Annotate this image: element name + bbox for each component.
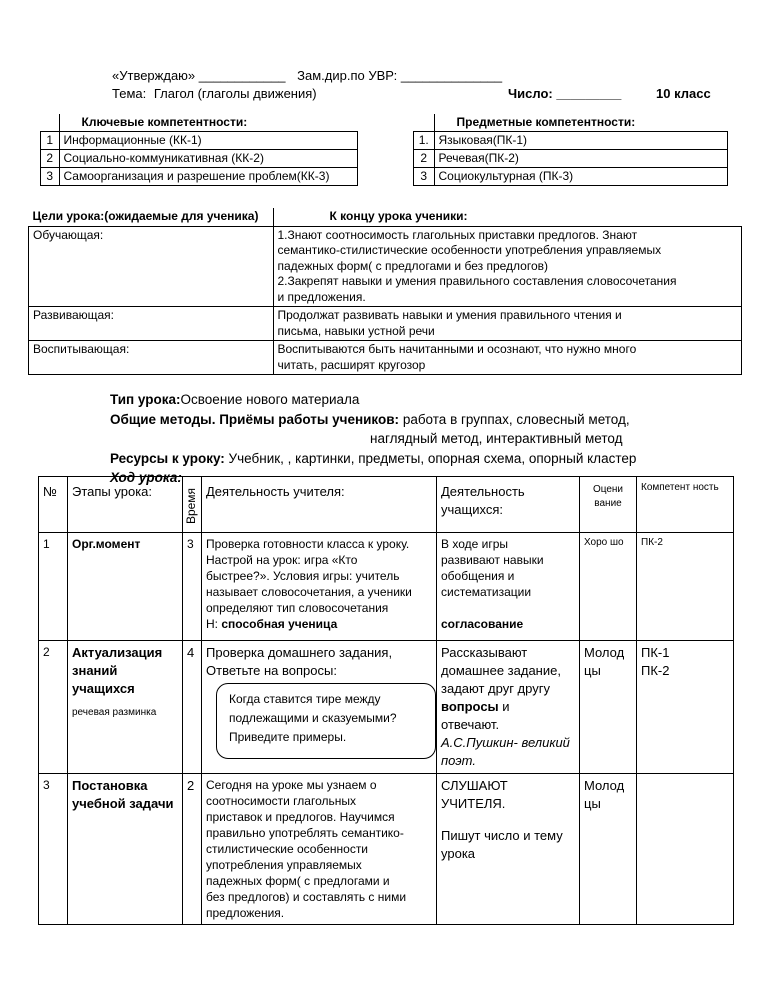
row-grade: Молод цы <box>580 641 637 774</box>
teacher-line: Проверка домашнего задания, <box>206 645 393 660</box>
row-teacher <box>202 533 437 641</box>
teacher-line: без предлогов) и составлять с ними <box>206 890 407 904</box>
row-time: 3 <box>183 533 202 641</box>
row-stage: Орг.момент <box>68 533 183 641</box>
teacher-line: соотносимости глагольных <box>206 794 356 808</box>
teacher-line: падежных форм( с предлогами и <box>206 874 390 888</box>
lesson-type-value: Освоение нового материала <box>180 392 360 407</box>
students-line: Пишут число и тему урока <box>441 828 563 861</box>
teacher-line: Ответьте на вопросы: <box>206 663 337 678</box>
lesson-info <box>110 390 750 488</box>
goal-text <box>273 341 742 375</box>
col-no-header: № <box>39 477 68 533</box>
goal-line: 2.Закрепят навыки и умения правильного составления словосочетания <box>277 274 677 288</box>
teacher-line: Настрой на урок: игра «Кто <box>206 553 358 567</box>
col-competence-header: Компетент ность <box>637 477 734 533</box>
row-students <box>437 774 580 925</box>
callout-line: подлежащими и сказуемыми? <box>229 711 397 725</box>
goal-line: Продолжат развивать навыки и умения правильного чтения и <box>277 308 622 322</box>
goal-line: и предложения. <box>277 289 366 304</box>
grade-label: 10 класс <box>656 86 711 101</box>
lesson-progress-label: Ход урока: <box>110 470 182 485</box>
key-competence-num: 3 <box>41 168 60 186</box>
goal-line: семантико-стилистические особенности употребления управляемых <box>277 243 662 257</box>
topic-value: Глагол (глаголы движения) <box>153 86 317 101</box>
approve-label: «Утверждаю» ____________ <box>112 68 286 83</box>
col-teacher-header: Деятельность учителя: <box>202 477 437 533</box>
lesson-resources <box>110 449 750 469</box>
lesson-methods <box>110 410 750 430</box>
lesson-methods-value: работа в группах, словесный метод, <box>399 411 630 427</box>
teacher-line: стилистические особенности <box>206 842 369 856</box>
approve-line <box>112 66 502 85</box>
teacher-line <box>206 616 432 632</box>
students-line: обобщения и <box>441 569 515 583</box>
students-bold: согласование <box>441 617 524 631</box>
row-competence: ПК-2 <box>637 533 734 641</box>
key-competences-table <box>40 114 358 186</box>
students-line: СЛУШАЮТ УЧИТЕЛЯ. <box>441 778 508 811</box>
row-stage-title: Актуализация знаний учащихся <box>72 645 163 696</box>
time-label: Время <box>184 487 199 525</box>
lesson-type <box>110 390 750 410</box>
goals-left-header: Цели урока:(ожидаемые для ученика) <box>29 208 274 226</box>
deputy-label: Зам.дир.по УВР: ______________ <box>297 68 503 83</box>
row-competence <box>637 774 734 925</box>
topic-label: Тема: <box>112 86 147 101</box>
row-no: 2 <box>39 641 68 774</box>
row-stage: Постановка учебной задачи <box>68 774 183 925</box>
key-competence-num: 1 <box>41 132 60 150</box>
subject-competence-item: Социокультурная (ПК-3) <box>434 168 728 186</box>
teacher-h-value: способная ученица <box>221 617 338 631</box>
subject-competence-num: 3 <box>414 168 435 186</box>
subject-competence-item: Речевая(ПК-2) <box>434 150 728 168</box>
goals-right-header: К концу урока ученики: <box>273 208 742 226</box>
goal-line: 1.Знают соотносимость глагольных приставки предлогов. Знают <box>277 227 638 242</box>
col-time-header <box>183 477 202 533</box>
row-time: 2 <box>183 774 202 925</box>
goal-line: падежных форм( с предлогами и без предлогов) <box>277 258 549 273</box>
goal-text <box>273 226 742 307</box>
lesson-methods-label: Общие методы. Приёмы работы учеников: <box>110 411 400 427</box>
row-students <box>437 641 580 774</box>
subject-competences-title: Предметные компетентности: <box>434 114 728 132</box>
competence-value: ПК-1 <box>641 645 670 660</box>
date-label: Число: _________ <box>508 86 622 101</box>
goal-text <box>273 307 742 341</box>
teacher-line: предложения. <box>206 906 285 920</box>
row-grade: Хоро шо <box>580 533 637 641</box>
teacher-line: называет словосочетания, а ученики <box>206 585 412 599</box>
goal-label: Воспитывающая: <box>29 341 274 375</box>
students-line: домашнее задание, <box>441 663 561 678</box>
goal-line: Воспитываются быть начитанными и осознают, что нужно много <box>277 342 637 356</box>
teacher-line: приставок и предлогов. Научимся <box>206 810 395 824</box>
row-stage <box>68 641 183 774</box>
teacher-line: быстрее?». Условия игры: учитель <box>206 569 400 583</box>
key-competence-item: Социально-коммуникативная (КК-2) <box>59 150 358 168</box>
subject-competence-num: 1. <box>414 132 435 150</box>
students-line: Рассказывают <box>441 645 528 660</box>
lesson-methods-cont: наглядный метод, интерактивный метод <box>370 431 623 446</box>
row-stage-sub: речевая разминка <box>72 707 157 718</box>
callout-line: Когда ставится тире между <box>229 692 381 706</box>
table-row <box>39 774 734 925</box>
lesson-resources-label: Ресурсы к уроку: <box>110 450 225 466</box>
competence-value: ПК-2 <box>641 663 670 678</box>
goal-line: читать, расширят кругозор <box>277 357 426 372</box>
key-competence-item: Информационные (КК-1) <box>59 132 358 150</box>
row-no: 1 <box>39 533 68 641</box>
callout-line: Приведите примеры. <box>229 730 347 744</box>
key-competence-num: 2 <box>41 150 60 168</box>
teacher-line: употребления управляемых <box>206 858 362 872</box>
col-grade-header: Оцени вание <box>580 477 637 533</box>
table-row <box>39 533 734 641</box>
row-students <box>437 533 580 641</box>
teacher-line: правильно употреблять семантико- <box>206 826 404 840</box>
question-callout <box>216 683 436 759</box>
row-no: 3 <box>39 774 68 925</box>
lesson-type-label: Тип урока: <box>110 392 181 407</box>
teacher-line: Сегодня на уроке мы узнаем о <box>206 778 377 792</box>
students-bold: вопросы <box>441 699 499 714</box>
col-stages-header: Этапы урока: <box>68 477 183 533</box>
teacher-line: Проверка готовности класса к уроку. <box>206 537 410 551</box>
row-teacher <box>202 774 437 925</box>
students-line: развивают навыки <box>441 553 544 567</box>
subject-competence-item: Языковая(ПК-1) <box>434 132 728 150</box>
row-competence <box>637 641 734 774</box>
col-students-header: Деятельность учащихся: <box>437 477 580 533</box>
teacher-line: определяют тип словосочетания <box>206 601 389 615</box>
subject-competence-num: 2 <box>414 150 435 168</box>
students-after: и <box>498 699 510 714</box>
key-competences-title: Ключевые компетентности: <box>59 114 358 132</box>
goal-line: письма, навыки устной речи <box>277 323 435 338</box>
goal-label: Развивающая: <box>29 307 274 341</box>
goal-label: Обучающая: <box>29 226 274 307</box>
students-line <box>441 698 575 716</box>
subject-competences-table <box>413 114 728 186</box>
students-line: отвечают. <box>441 717 500 732</box>
students-line: задают друг другу <box>441 681 550 696</box>
students-line: В ходе игры <box>441 537 509 551</box>
students-line: систематизации <box>441 585 532 599</box>
row-grade: Молод цы <box>580 774 637 925</box>
row-time: 4 <box>183 641 202 774</box>
topic-line <box>112 84 317 103</box>
students-italic: А.С.Пушкин- великий поэт. <box>441 735 570 768</box>
lesson-resources-value: Учебник, , картинки, предметы, опорная схема, опорный кластер <box>224 450 637 466</box>
key-competence-item: Самоорганизация и разрешение проблем(КК-3) <box>59 168 358 186</box>
teacher-h-label: Н: <box>206 617 222 631</box>
goals-table <box>28 208 742 375</box>
